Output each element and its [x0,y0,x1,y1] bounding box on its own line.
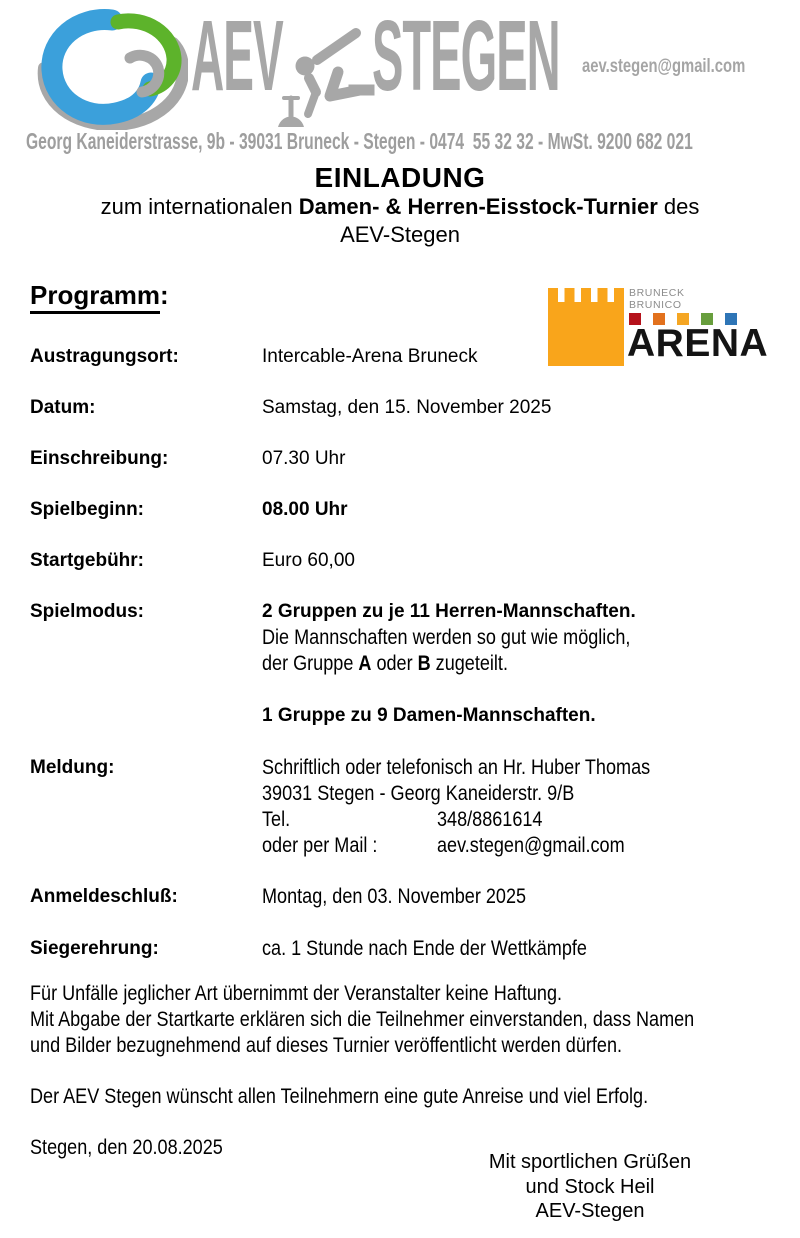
closing-line1: Mit sportlichen Grüßen [488,1151,692,1173]
spielmodus-line2: Die Mannschaften werden so gut wie möglich, [262,626,631,649]
club-name-aev: AEV [191,0,283,112]
arena-city-labels [629,287,685,311]
eisstock-player-icon [276,24,376,137]
programm-heading [30,280,169,311]
liability-line2: Mit Abgabe der Startkarte erklären sich die Teilnehmer einverstanden, dass Namen [30,1008,695,1031]
arena-city-brunico: BRUNICO [629,299,682,311]
group-a: A [358,652,372,675]
meldung-line1: Schriftlich oder telefonisch an Hr. Huber Thomas [262,756,651,779]
title-block [0,163,800,249]
line3-text: oder [371,652,418,675]
spielmodus-line1: 2 Gruppen zu je 11 Herren-Mannschaften. [262,601,636,622]
row-label: Meldung: [30,757,115,778]
title-subtitle [0,193,800,221]
row-austragungsort [30,344,775,369]
meldung-mail-row [262,833,775,859]
programm-heading-colon: : [160,280,169,310]
wish-line: Der AEV Stegen wünscht allen Teilnehmern eine gute Anreise und viel Erfolg. [30,1085,649,1108]
row-label: Datum: [30,397,96,418]
closing-block [440,1150,740,1224]
meldung-line2: 39031 Stegen - Georg Kaneiderstr. 9/B [262,782,575,805]
spielmodus-value [262,599,775,729]
title-einladung: EINLADUNG [314,162,486,193]
liability-line1: Für Unfälle jeglicher Art übernimmt der Veranstalter keine Haftung. [30,982,563,1005]
header-address-line: Georg Kaneiderstrasse, 9b - 39031 Bruneck - Stegen - 0474 55 32 32 - MwSt. 9200 682 021 [26,128,693,154]
subtitle-suffix: des [657,194,700,219]
row-spielmodus [30,599,775,729]
subtitle-prefix: zum internationalen [100,194,299,219]
club-name-stegen: STEGEN [372,0,560,112]
header-email: aev.stegen@gmail.com [582,56,746,77]
row-siegerehrung [30,936,775,962]
spielmodus-line4: 1 Gruppe zu 9 Damen-Mannschaften. [262,705,596,726]
row-spielbeginn [30,497,775,522]
row-einschreibung [30,446,775,471]
row-label: Spielmodus: [30,601,145,622]
row-value: Samstag, den 15. November 2025 [262,397,552,418]
closing-line2: und Stock Heil [525,1175,655,1198]
row-anmeldeschluss [30,884,775,910]
row-meldung [30,755,775,859]
tel-value: 348/8861614 [437,808,543,831]
closing-line3: AEV-Stegen [535,1200,645,1222]
row-value: Intercable-Arena Bruneck [262,346,478,367]
group-b: B [417,652,431,675]
arena-city-bruneck: BRUNECK [629,287,685,299]
row-label: Startgebühr: [30,550,144,571]
row-label: Einschreibung: [30,448,169,469]
notes-section [30,981,775,1161]
blank-line [262,677,775,703]
programm-heading-text: Programm [30,280,160,314]
row-label: Siegerehrung: [30,938,159,959]
mail-value: aev.stegen@gmail.com [437,834,625,857]
arena-wordmark: ARENA [627,322,769,365]
row-label: Austragungsort: [30,346,179,367]
place-date-line: Stegen, den 20.08.2025 [30,1136,223,1159]
club-logo-swirl-icon [34,6,188,135]
title-club-line: AEV-Stegen [340,222,460,247]
row-value: 07.30 Uhr [262,448,346,469]
tel-label: Tel. [262,808,291,831]
row-label: Spielbeginn: [30,499,144,520]
row-startgebuehr [30,548,775,573]
subtitle-tournament-name: Damen- & Herren-Eisstock-Turnier [298,194,658,219]
row-value: 08.00 Uhr [262,499,348,520]
program-rows [30,344,775,988]
row-value: Montag, den 03. November 2025 [262,885,527,908]
line3-text: zugeteilt. [430,652,508,675]
row-value: Euro 60,00 [262,550,355,571]
row-value: ca. 1 Stunde nach Ende der Wettkämpfe [262,937,587,960]
line3-text: der Gruppe [262,652,359,675]
liability-line3: und Bilder bezugnehmend auf dieses Turnier veröffentlicht werden dürfen. [30,1034,623,1057]
row-datum [30,395,775,420]
row-label: Anmeldeschluß: [30,886,178,907]
mail-label: oder per Mail : [262,834,378,857]
spielmodus-line3 [262,651,703,677]
meldung-tel-row [262,807,775,833]
meldung-value [262,755,775,859]
